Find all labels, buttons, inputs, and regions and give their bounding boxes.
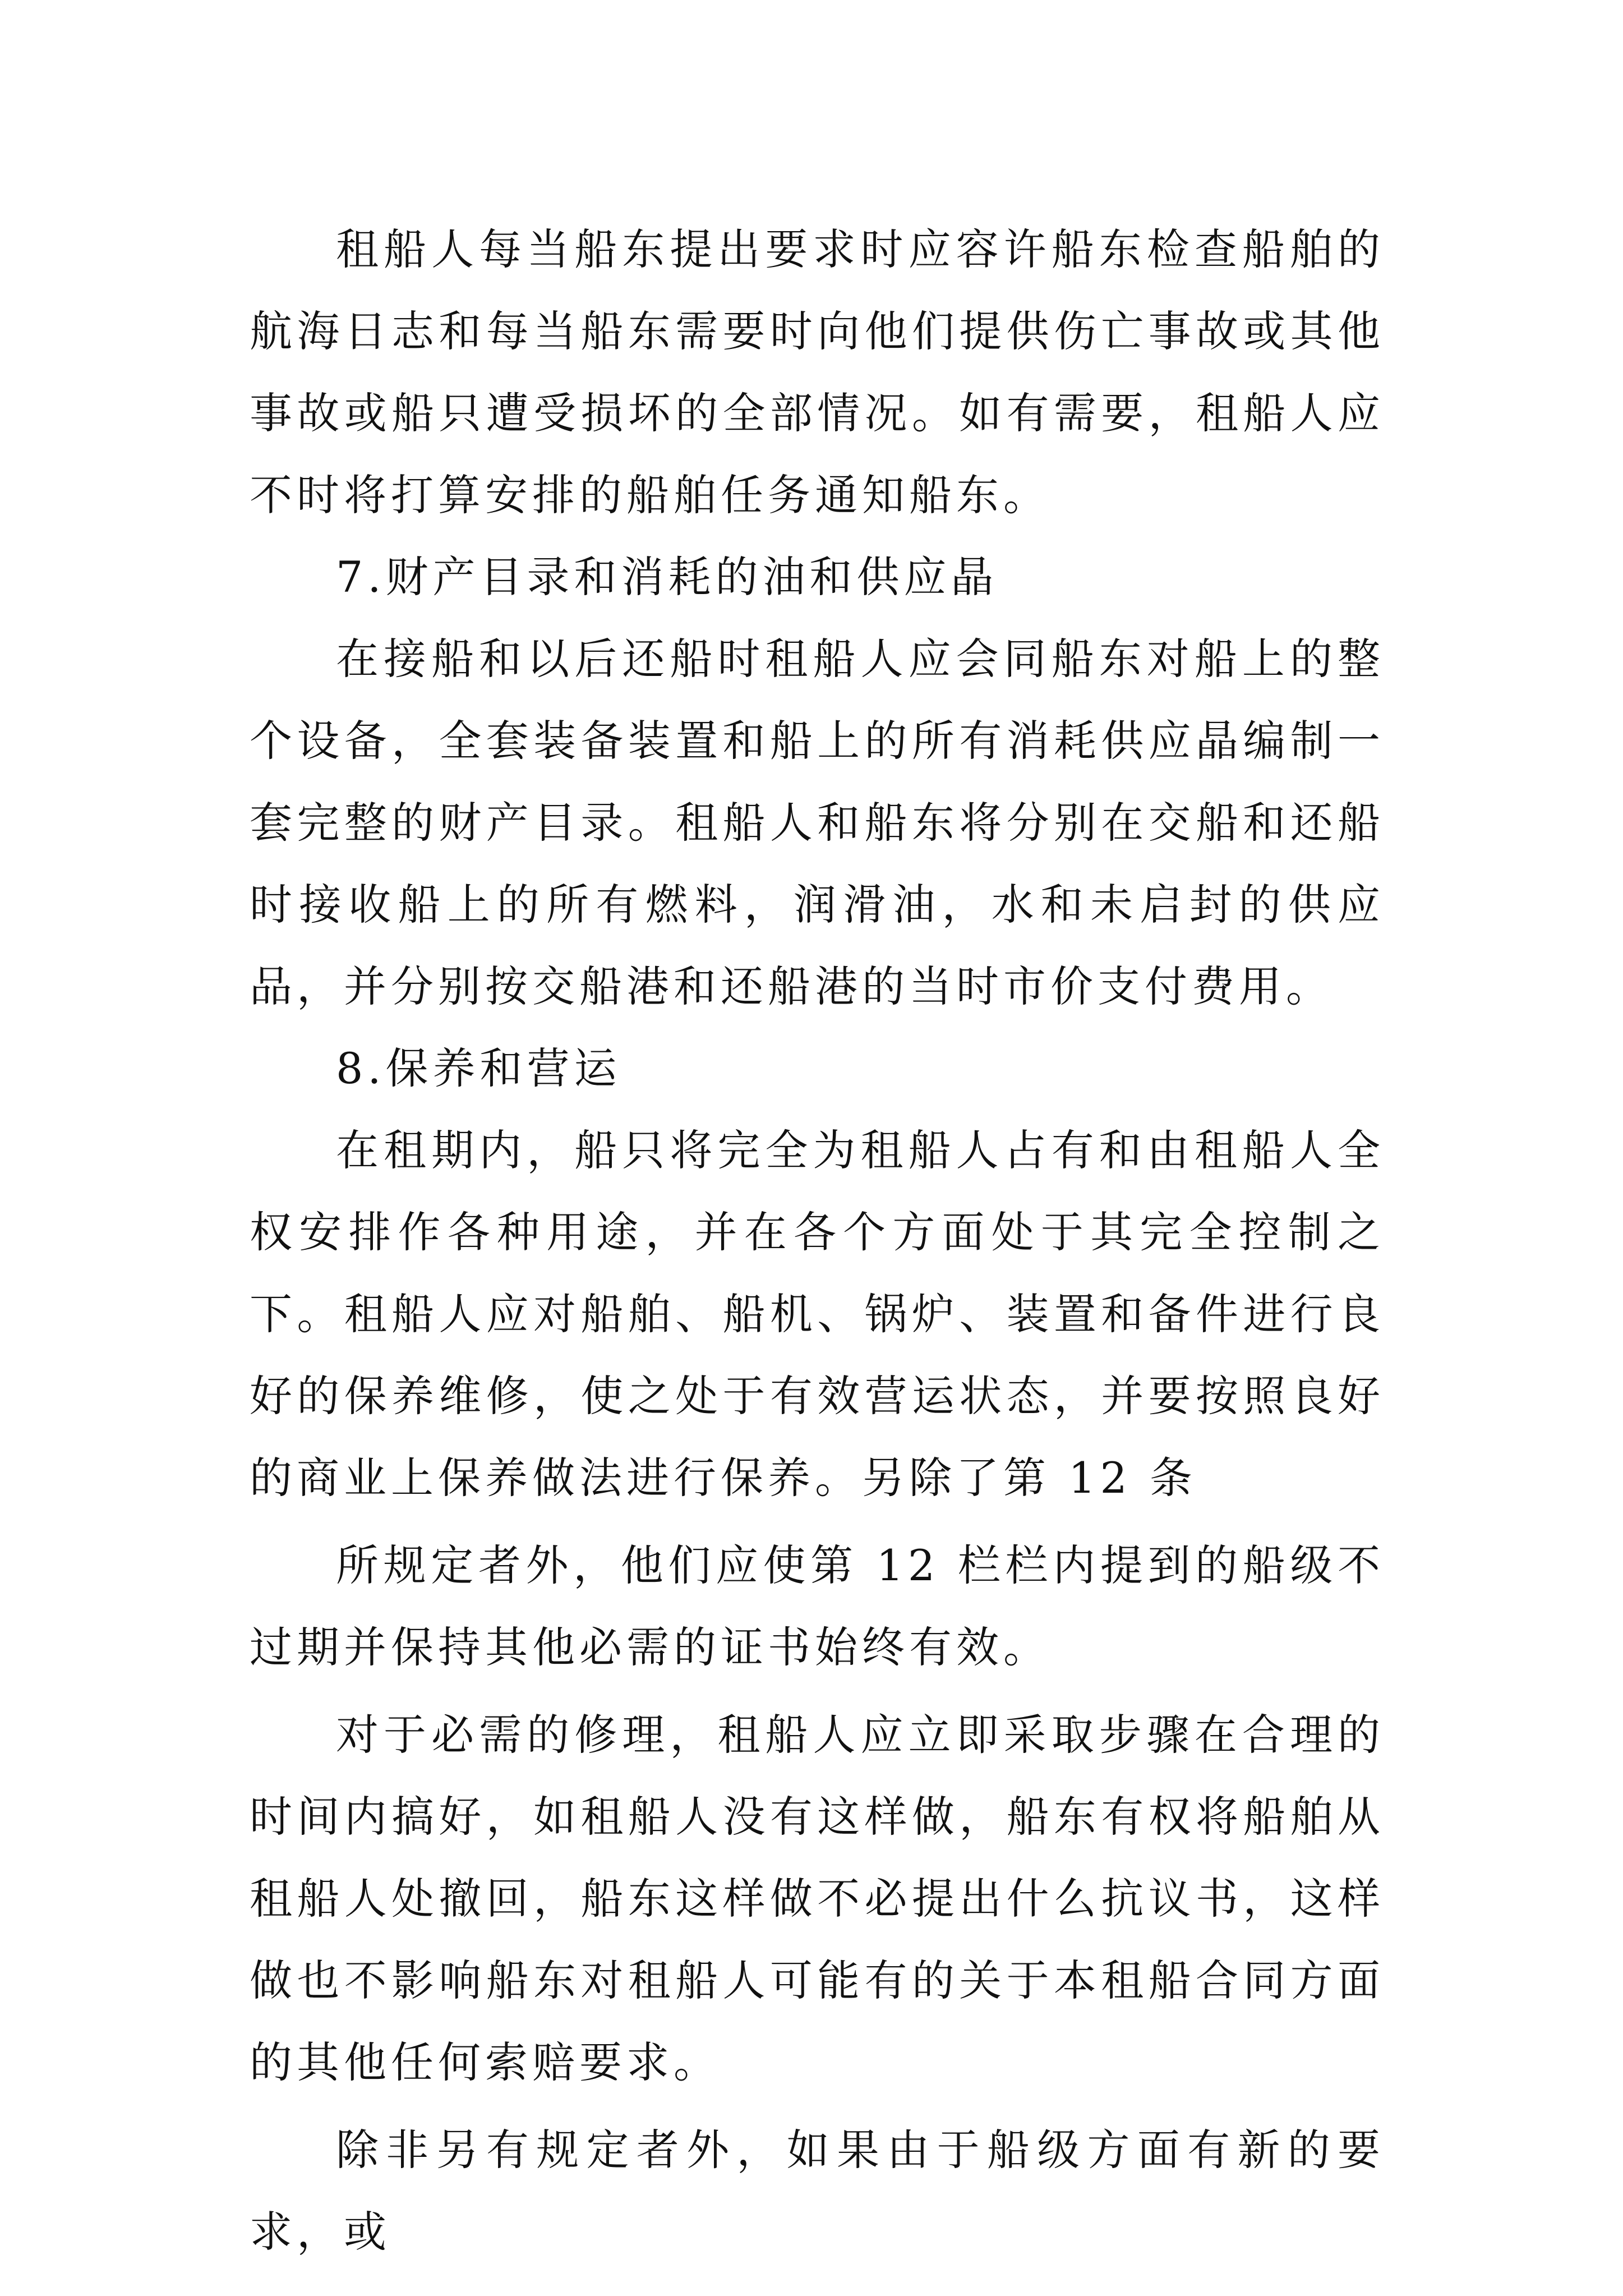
paragraph-classification: 所规定者外，他们应使第 12 栏栏内提到的船级不过期并保持其他必需的证书始终有效。 [250,1540,1385,1672]
paragraph-inventory: 在接船和以后还船时租船人应会同船东对船上的整个设备，全套装备装置和船上的所有消耗供应晶编制一套完整的财产目录。租船人和船东将分别在交船和还船时接收船上的所有燃料，润滑油，水和未启封的供应品，并分别按交船港和还船港的当时市价支付费用。 [250,634,1385,1011]
section-heading-8: 8.保养和营运 [336,1043,621,1093]
paragraph-repairs: 对于必需的修理，租船人应立即采取步骤在合理的时间内搞好，如租船人没有这样做，船东有权将船舶从租船人处撤回，船东这样做不必提出什么抗议书，这样做也不影响船东对租船人可能有的关于本租船合同方面的其他任何索赔要求。 [250,1710,1385,2087]
paragraph-class-requirements: 除非另有规定者外，如果由于船级方面有新的要求，或 [250,2125,1385,2257]
document-body [250,209,1385,2273]
paragraph-logbook: 租船人每当船东提出要求时应容许船东检查船舶的航海日志和每当船东需要时向他们提供伤亡事故或其他事故或船只遭受损坏的全部情况。如有需要，租船人应不时将打算安排的船舶任务通知船东。 [250,224,1385,520]
section-heading-7: 7.财产目录和消耗的油和供应晶 [336,552,998,602]
paragraph-maintenance: 在租期内，船只将完全为租船人占有和由租船人全权安排作各种用途，并在各个方面处于其完全控制之下。租船人应对船舶、船机、锅炉、装置和备件进行良好的保养维修，使之处于有效营运状态，并要按照良好的商业上保养做法进行保养。另除了第 12 条 [250,1125,1385,1503]
